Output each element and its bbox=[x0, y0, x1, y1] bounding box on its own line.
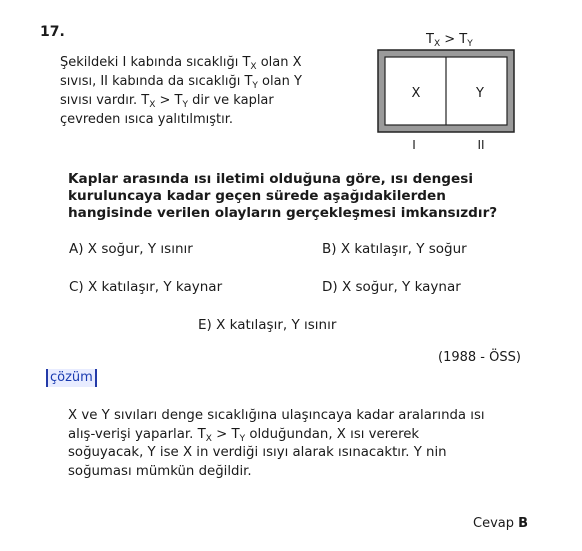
question-prompt bbox=[68, 171, 528, 222]
answer-letter: B bbox=[518, 516, 529, 531]
containers-figure bbox=[370, 26, 530, 156]
option-d[interactable]: D) X soğur, Y kaynar bbox=[322, 279, 461, 295]
option-a[interactable]: A) X soğur, Y ısınır bbox=[69, 241, 193, 257]
source-label: (1988 - ÖSS) bbox=[438, 350, 521, 365]
prompt-line: hangisinde verilen olayların gerçekleşmesi imkansızdır? bbox=[68, 205, 498, 221]
solution-text: X ve Y sıvıları denge sıcaklığına ulaşıncaya kadar aralarında ısı alış-verişi yaparlar. $T_X > T_Y$ olduğundan, X ısı vererek soğuyacak, Y ise X in verdiği ısıyı alarak ısınacaktır. Y nin soğuması mümkün değildir. bbox=[68, 408, 485, 479]
container-i-label: I bbox=[412, 138, 416, 152]
figure-title: $T_X > T_Y$ bbox=[426, 32, 473, 49]
question-number: 17. bbox=[40, 24, 65, 40]
prompt-line: Kaplar arasında ısı iletimi olduğuna göre, ısı dengesi bbox=[68, 171, 473, 187]
prompt-line: kuruluncaya kadar geçen sürede aşağıdakilerden bbox=[68, 188, 446, 204]
question-stem: Şekildeki I kabında sıcaklığı $T_X$ olan X sıvısı, II kabında da sıcaklığı $T_Y$ olan Y sıvısı vardır. $T_X > T_Y$ dir ve kaplar çevreden ısıca yalıtılmıştır. bbox=[60, 55, 302, 127]
option-c[interactable]: C) X katılaşır, Y kaynar bbox=[69, 279, 223, 295]
answer-label: Cevap B bbox=[473, 516, 529, 531]
liquid-x-label: X bbox=[411, 86, 421, 101]
container-ii-label: II bbox=[477, 138, 485, 152]
option-e[interactable]: E) X katılaşır, Y ısınır bbox=[198, 317, 337, 333]
solution-button[interactable]: çözüm bbox=[46, 369, 97, 387]
option-b[interactable]: B) X katılaşır, Y soğur bbox=[322, 241, 467, 257]
liquid-y-label: Y bbox=[476, 86, 484, 101]
